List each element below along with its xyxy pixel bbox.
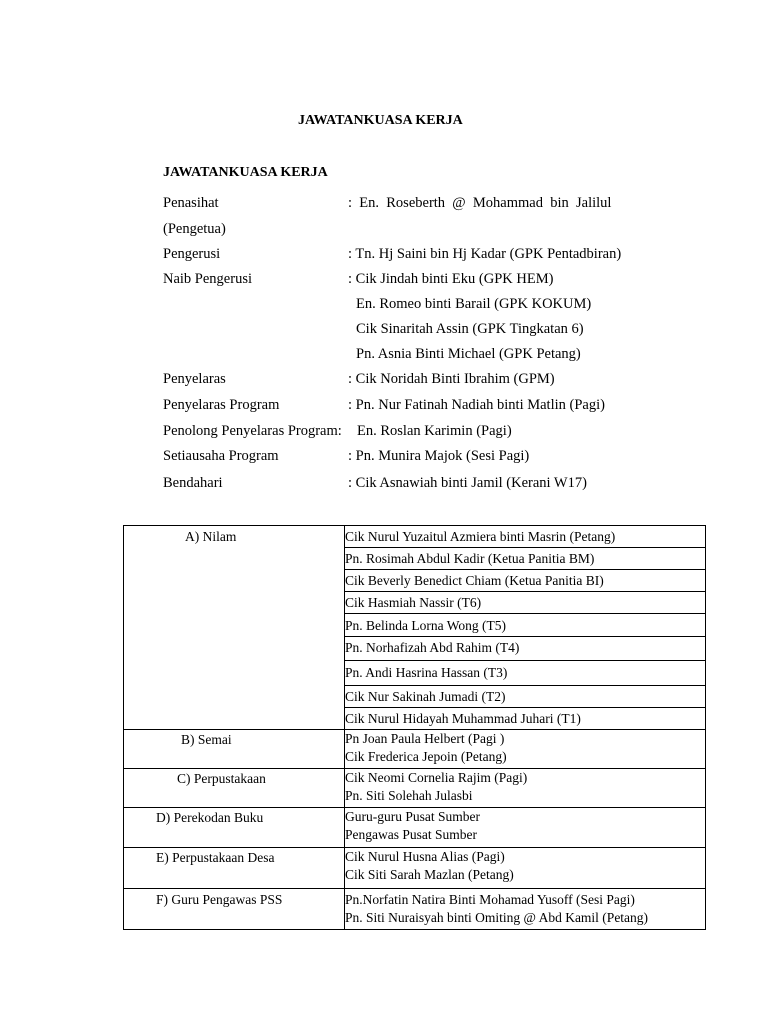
role-holder-setiausaha: : Pn. Munira Majok (Sesi Pagi): [348, 448, 530, 464]
committee-label: F) Guru Pengawas PSS: [156, 892, 283, 907]
committee-label: E) Perpustakaan Desa: [156, 850, 275, 865]
committee-member: [345, 730, 706, 769]
committee-member: [345, 708, 706, 730]
document-title: JAWATANKUASA KERJA: [298, 113, 463, 128]
member-name: Guru-guru Pusat Sumber: [345, 809, 480, 824]
committee-member: [345, 686, 706, 708]
role-label-penolong-penyelaras: Penolong Penyelaras Program:: [163, 423, 342, 439]
committee-label-cell: [124, 526, 345, 730]
member-name: Cik Nur Sakinah Jumadi (T2): [345, 689, 506, 704]
member-name: Cik Neomi Cornelia Rajim (Pagi): [345, 770, 528, 785]
committee-label-cell: [124, 848, 345, 889]
role-holder-penasihat: [348, 195, 651, 212]
member-name: Cik Nurul Hidayah Muhammad Juhari (T1): [345, 711, 581, 726]
role-holder-naib-extra-3: Pn. Asnia Binti Michael (GPK Petang): [356, 346, 581, 362]
committee-label-cell: [124, 730, 345, 769]
committee-label: D) Perekodan Buku: [156, 810, 264, 825]
committee-member: [345, 769, 706, 808]
member-name: Cik Frederica Jepoin (Petang): [345, 749, 507, 764]
table-row: [124, 808, 706, 848]
table-row: [124, 730, 706, 769]
member-name: Pn. Andi Hasrina Hassan (T3): [345, 665, 508, 680]
committee-label-cell: [124, 889, 345, 930]
member-name: Cik Nurul Yuzaitul Azmiera binti Masrin (Petang): [345, 529, 616, 544]
role-label-naib-pengerusi: Naib Pengerusi: [163, 271, 252, 287]
committee-label-cell: [124, 769, 345, 808]
table-row: [124, 769, 706, 808]
role-label-penyelaras: Penyelaras: [163, 371, 226, 387]
committee-label: B) Semai: [181, 732, 232, 747]
committee-member: [345, 889, 706, 930]
committee-member: [345, 548, 706, 570]
role-holder-naib-pengerusi: : Cik Jindah binti Eku (GPK HEM): [348, 271, 554, 287]
committee-member: [345, 661, 706, 686]
committee-member: [345, 848, 706, 889]
table-row: [124, 526, 706, 548]
committee-member: [345, 570, 706, 592]
role-label-pengerusi: Pengerusi: [163, 246, 221, 262]
role-holder-penasihat-cont: (Pengetua): [163, 221, 226, 237]
role-label-setiausaha: Setiausaha Program: [163, 448, 279, 464]
role-label-bendahari: Bendahari: [163, 475, 223, 491]
member-name: Pn Joan Paula Helbert (Pagi ): [345, 731, 505, 746]
role-holder-penyelaras: : Cik Noridah Binti Ibrahim (GPM): [348, 371, 555, 387]
section-title: JAWATANKUASA KERJA: [163, 165, 328, 180]
role-holder-penyelaras-program: : Pn. Nur Fatinah Nadiah binti Matlin (Pagi): [348, 397, 605, 413]
committee-member: [345, 592, 706, 614]
role-label-penyelaras-program: Penyelaras Program: [163, 397, 280, 413]
committee-member: [345, 808, 706, 848]
member-name: Pn. Belinda Lorna Wong (T5): [345, 618, 507, 633]
role-holder-pengerusi: : Tn. Hj Saini bin Hj Kadar (GPK Pentadbiran): [348, 246, 622, 262]
member-name: Pn. Siti Nuraisyah binti Omiting @ Abd Kamil (Petang): [345, 910, 649, 925]
role-holder-penolong-penyelaras: En. Roslan Karimin (Pagi): [357, 423, 512, 439]
member-name: Pengawas Pusat Sumber: [345, 827, 477, 842]
member-name: Pn. Norhafizah Abd Rahim (T4): [345, 640, 520, 655]
committee-member: [345, 526, 706, 548]
committee-label: A) Nilam: [185, 529, 237, 544]
member-name: Cik Siti Sarah Mazlan (Petang): [345, 867, 514, 882]
member-name: Cik Nurul Husna Alias (Pagi): [345, 849, 505, 864]
member-name: Pn. Siti Solehah Julasbi: [345, 788, 473, 803]
role-holder-bendahari: : Cik Asnawiah binti Jamil (Kerani W17): [348, 475, 587, 491]
committee-member: [345, 614, 706, 637]
member-name: Pn.Norfatin Natira Binti Mohamad Yusoff (Sesi Pagi): [345, 892, 635, 907]
committee-label-cell: [124, 808, 345, 848]
table-row: [124, 889, 706, 930]
member-name: Cik Beverly Benedict Chiam (Ketua Panitia BI): [345, 573, 604, 588]
member-name: Pn. Rosimah Abdul Kadir (Ketua Panitia BM): [345, 551, 595, 566]
committee-member: [345, 637, 706, 661]
role-holder-naib-extra-1: En. Romeo binti Barail (GPK KOKUM): [356, 296, 592, 312]
role-holder-text: : En. Roseberth @ Mohammad bin Jalilul: [348, 195, 612, 211]
committee-table: [123, 525, 706, 930]
member-name: Cik Hasmiah Nassir (T6): [345, 595, 482, 610]
committee-label: C) Perpustakaan: [177, 771, 266, 786]
role-label-penasihat: Penasihat: [163, 195, 219, 211]
role-holder-naib-extra-2: Cik Sinaritah Assin (GPK Tingkatan 6): [356, 321, 584, 337]
table-row: [124, 848, 706, 889]
